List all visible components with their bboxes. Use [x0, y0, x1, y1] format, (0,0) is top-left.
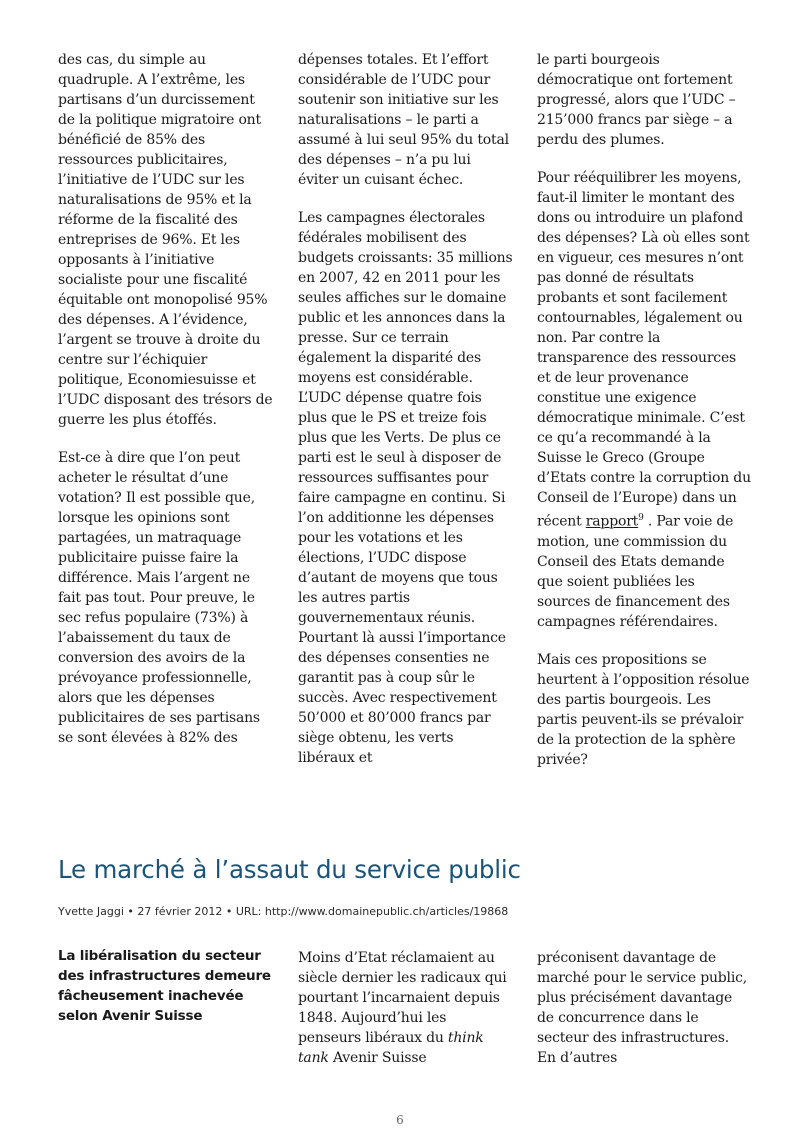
article-body-column-2 [298, 948, 513, 1086]
text-column-3 [537, 50, 752, 788]
paragraph-text: Pour rééquilibrer les moyens, faut-il limiter le montant des dons ou introduire un plafond des dépenses? Là où elles sont en vigueur, ces mesures n’ont pas donné de résultats probants et sont facilement contournables, légalement ou non. Par contre la transparence des ressources et de leur provenance constitue une exigence démocratique minimale. C’est ce qu’a recommandé à la Suisse le Greco (Groupe d’Etats contre la corruption du Conseil de l’Europe) dans un récent [537, 170, 751, 530]
paragraph: des cas, du simple au quadruple. A l’extrême, les partisans d’un durcissement de la politique migratoire ont bénéficié de 85% des ressources publicitaires, l’initiative de l’UDC sur les naturalisations de 95% et la réforme de la fiscalité des entreprises de 96%. Et les opposants à l’initiative socialiste pour une fiscalité équitable ont monopolisé 95% des dépenses. A l’évidence, l’argent se trouve à droite du centre sur l’échiquier politique, Economiesuisse et l’UDC disposant des trésors de guerre les plus étoffés. [58, 52, 273, 428]
paragraph: préconisent davantage de marché pour le service public, plus précisément davantage de concurrence dans le secteur des infrastructures. En d’autres [537, 950, 747, 1066]
page-number: 6 [396, 1113, 404, 1127]
paragraph: Est-ce à dire que l’on peut acheter le résultat d’une votation? Il est possible que, lorsque les opinions sont partagées, un matraquage publicitaire puisse faire la différence. Mais l’argent ne fait pas tout. Pour preuve, le sec refus populaire (73%) à l’abaissement du taux de conversion des avoirs de la prévoyance professionnelle, alors que les dépenses publicitaires de ses partisans se sont élevées à 82% des [58, 450, 260, 746]
article-body-column-3 [537, 948, 752, 1086]
text-column-2 [298, 50, 513, 786]
text-column-1 [58, 50, 273, 766]
italic-term: think tank [298, 1030, 484, 1066]
paragraph: Mais ces propositions se heurtent à l’opposition résolue des partis bourgeois. Les partis peuvent-ils se prévaloir de la protection de la sphère privée? [537, 651, 750, 768]
paragraph: dépenses totales. Et l’effort considérable de l’UDC pour soutenir son initiative sur les naturalisations – le parti a assumé à lui seul 95% du total des dépenses – n’a pu lui éviter un cuisant échec. [298, 52, 509, 188]
paragraph-text: . Par voie de motion, une commission du Conseil des Etats demande que soient publiées les sources de financement des campagnes référendaires. [537, 513, 734, 630]
paragraph: le parti bourgeois démocratique ont fortement progressé, alors que l’UDC – 215’000 francs par siège – a perdu des plumes. [537, 52, 736, 148]
paragraph-text: Avenir Suisse [328, 1050, 427, 1066]
paragraph [537, 168, 752, 632]
footnote-ref: 9 [638, 513, 644, 523]
paragraph: Les campagnes électorales fédérales mobilisent des budgets croissants: 35 millions en 2007, 42 en 2011 pour les seules affiches sur le domaine public et les annonces dans la presse. Sur ce terrain également la disparité des moyens est considérable. L’UDC dépense quatre fois plus que le PS et treize fois plus que les Verts. De plus ce parti est le seul à disposer de ressources suffisantes pour faire campagne en continu. Si l’on additionne les dépenses pour les votations et les élections, l’UDC dispose d’autant de moyens que tous les autres partis gouvernementaux réunis. Pourtant là aussi l’importance des dépenses consenties ne garantit pas à coup sûr le succès. Avec respectivement 50’000 et 80’000 francs par siège obtenu, les verts libéraux et [298, 210, 513, 766]
paragraph-text: Moins d’Etat réclamaient au siècle dernier les radicaux qui pourtant l’incarnaient depuis 1848. Aujourd’hui les penseurs libéraux du [298, 950, 507, 1046]
report-link[interactable]: rapport [585, 513, 639, 530]
article-title: Le marché à l’assaut du service public [58, 855, 521, 884]
article-byline: Yvette Jaggi • 27 février 2012 • URL: http://www.domainepublic.ch/articles/19868 [58, 905, 509, 918]
paragraph [298, 948, 513, 1068]
article-lede: La libéralisation du secteur des infrastructures demeure fâcheusement inachevée selon Avenir Suisse [58, 948, 271, 1024]
